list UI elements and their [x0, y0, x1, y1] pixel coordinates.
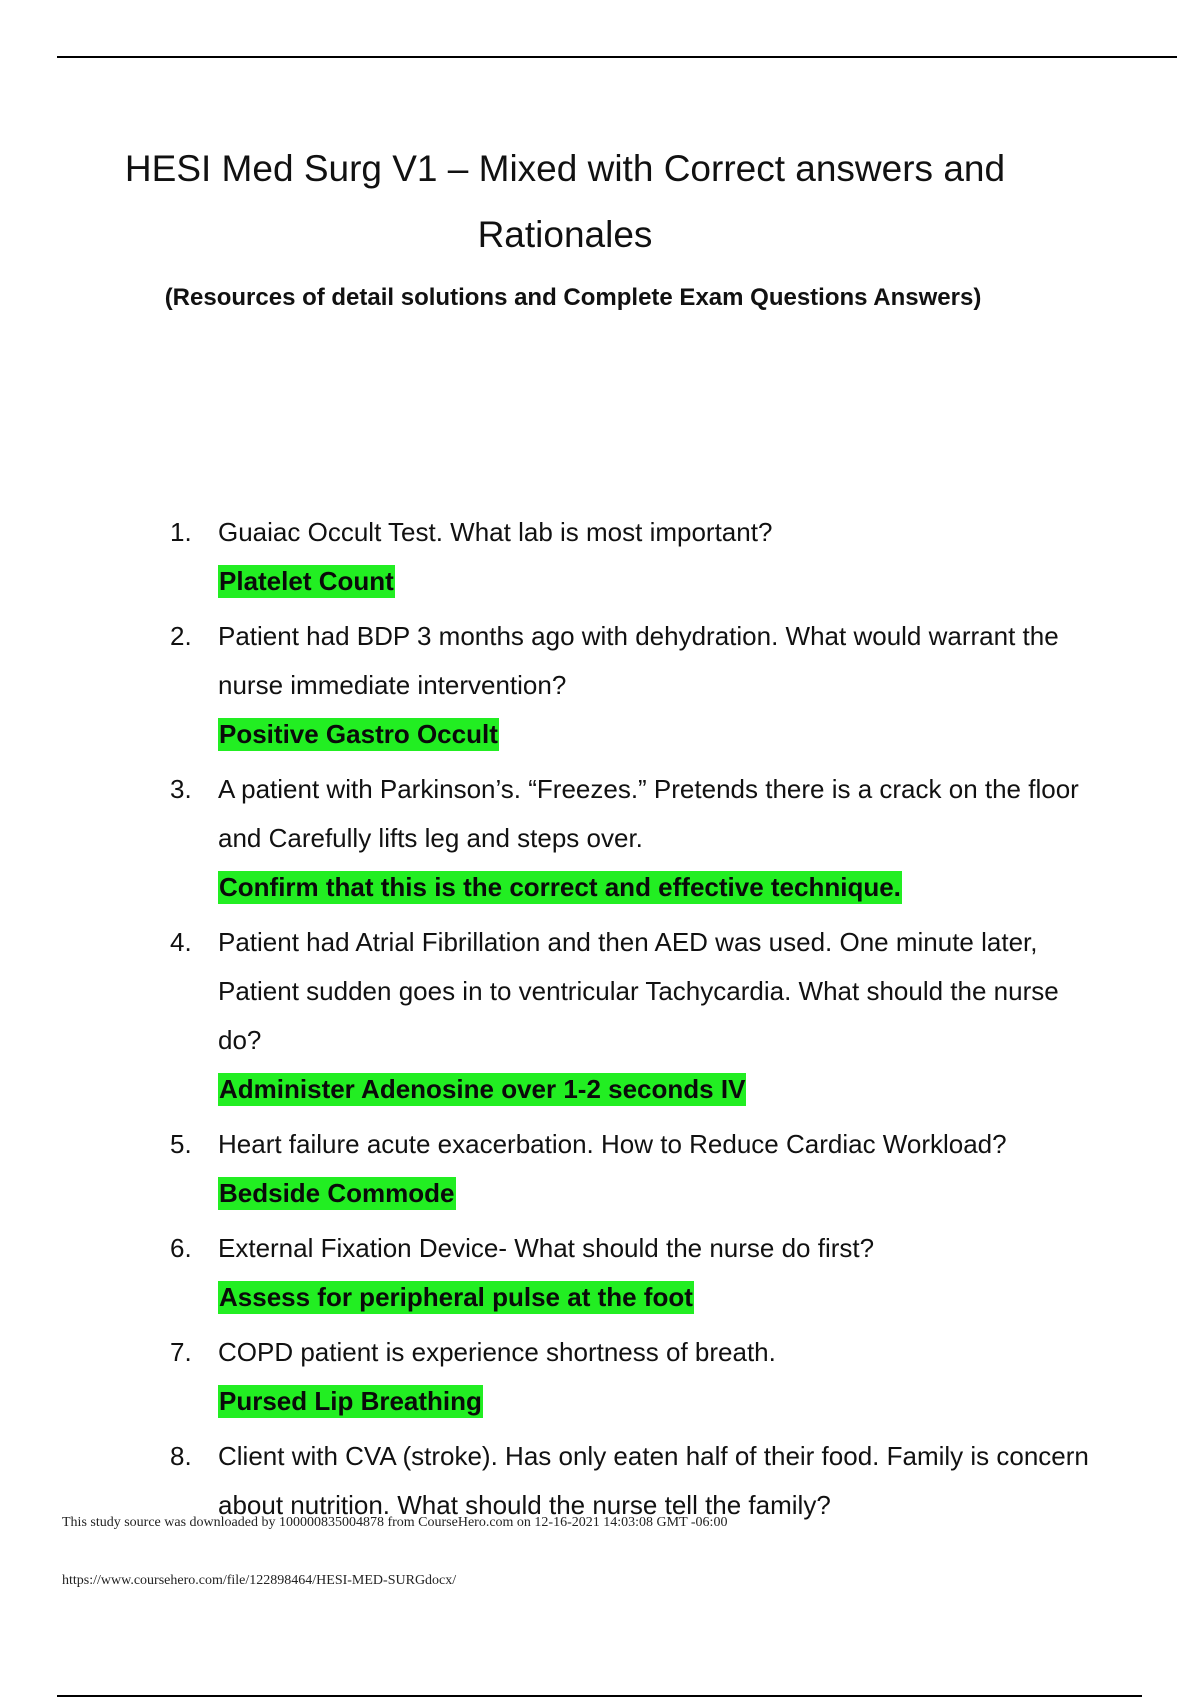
question-text: Guaiac Occult Test. What lab is most important?	[218, 517, 773, 547]
answer-highlight: Platelet Count	[219, 566, 394, 596]
document-subtitle: (Resources of detail solutions and Complete Exam Questions Answers)	[164, 284, 982, 311]
question-number: 7.	[170, 1337, 192, 1367]
source-url[interactable]: https://www.coursehero.com/file/122898464/HESI-MED-SURGdocx/	[62, 1573, 457, 1588]
question-number: 6.	[170, 1233, 192, 1263]
question-item	[170, 918, 1090, 1116]
answer-highlight: Pursed Lip Breathing	[219, 1386, 482, 1416]
question-text: Patient had BDP 3 months ago with dehydration. What would warrant the nurse immediate intervention?	[218, 621, 1059, 700]
question-text: A patient with Parkinson’s. “Freezes.” Pretends there is a crack on the floor and Carefully lifts leg and steps over.	[218, 774, 1079, 853]
question-item	[170, 1224, 1090, 1324]
question-text: External Fixation Device- What should the nurse do first?	[218, 1233, 875, 1263]
question-list	[170, 508, 1090, 1534]
download-notice: This study source was downloaded by 100000835004878 from CourseHero.com on 12-16-2021 14:03:08 GMT -06:00	[62, 1515, 728, 1530]
bottom-rule	[57, 1695, 1142, 1697]
question-number: 5.	[170, 1129, 192, 1159]
question-item	[170, 765, 1090, 914]
answer-highlight: Assess for peripheral pulse at the foot	[219, 1282, 693, 1312]
question-number: 2.	[170, 621, 192, 651]
question-item	[170, 1120, 1090, 1220]
question-number: 8.	[170, 1441, 192, 1471]
answer-highlight: Positive Gastro Occult	[219, 719, 498, 749]
question-number: 1.	[170, 517, 192, 547]
answer-highlight: Administer Adenosine over 1-2 seconds IV	[219, 1074, 746, 1104]
question-number: 3.	[170, 774, 192, 804]
question-item	[170, 1328, 1090, 1428]
answer-highlight: Bedside Commode	[219, 1178, 455, 1208]
question-text: Client with CVA (stroke). Has only eaten half of their food. Family is concern about nutrition. What should the nurse tell the family?	[218, 1441, 1089, 1520]
document-title: HESI Med Surg V1 – Mixed with Correct answers and Rationales	[124, 148, 1006, 255]
question-number: 4.	[170, 927, 192, 957]
answer-highlight: Confirm that this is the correct and effective technique.	[219, 872, 901, 902]
question-text: Patient had Atrial Fibrillation and then AED was used. One minute later, Patient sudden goes in to ventricular Tachycardia. What should the nurse do?	[218, 927, 1059, 1055]
question-item	[170, 508, 1090, 608]
top-rule	[57, 56, 1177, 58]
question-text: COPD patient is experience shortness of breath.	[218, 1337, 776, 1367]
question-item	[170, 612, 1090, 761]
question-text: Heart failure acute exacerbation. How to Reduce Cardiac Workload?	[218, 1129, 1007, 1159]
